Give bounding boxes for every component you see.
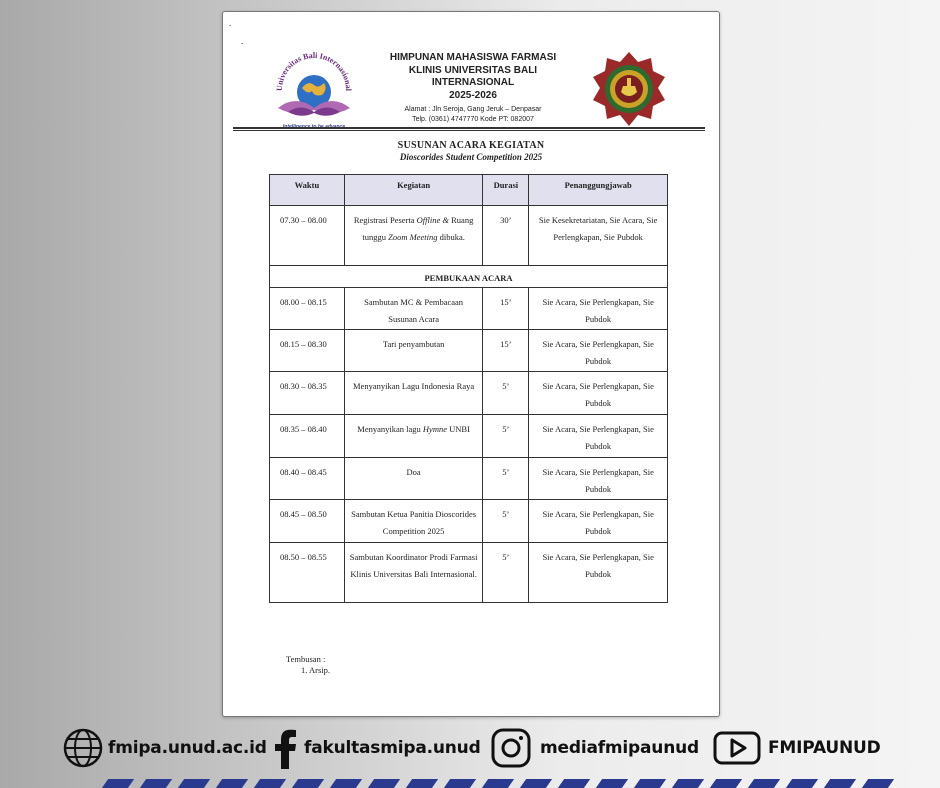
cell-time: 08.45 – 08.50 xyxy=(270,500,345,543)
stripe xyxy=(862,779,894,788)
stripe xyxy=(292,779,324,788)
stripe xyxy=(748,779,780,788)
section-row xyxy=(270,266,668,288)
table-row xyxy=(270,288,668,330)
logo-arc-text: Universitas Bali Internasional xyxy=(274,50,354,92)
activity-text-italic: Offline & xyxy=(416,215,450,225)
tembusan-label: Tembusan : xyxy=(286,654,326,664)
stripe xyxy=(634,779,666,788)
document-page xyxy=(222,11,720,717)
cell-pic: Sie Acara, Sie Perlengkapan, Sie Pubdok xyxy=(529,458,668,500)
stripe xyxy=(444,779,476,788)
table-row xyxy=(270,415,668,458)
stripe xyxy=(596,779,628,788)
instagram-link[interactable] xyxy=(490,727,699,769)
website-text: fmipa.unud.ac.id xyxy=(108,738,267,758)
activity-text: Menyanyikan lagu xyxy=(357,424,423,434)
tembusan-block xyxy=(286,654,330,676)
stripe xyxy=(216,779,248,788)
activity-text-italic: Hymne xyxy=(422,424,447,434)
cell-duration: 30’ xyxy=(483,206,529,266)
schedule-table xyxy=(269,174,668,603)
globe-icon xyxy=(62,727,104,769)
cell-activity: Doa xyxy=(344,458,483,500)
address: Alamat : Jln Seroja, Gang Jeruk – Denpasar xyxy=(404,106,542,113)
org-line-3: INTERNASIONAL xyxy=(431,77,515,88)
stripe xyxy=(672,779,704,788)
table-row xyxy=(270,458,668,500)
decorative-stripes xyxy=(95,779,895,788)
cell-activity: Sambutan Koordinator Prodi Farmasi Klinis Universitas Bali Internasional. xyxy=(344,543,483,603)
cell-activity xyxy=(344,415,483,458)
tembusan-item: 1. Arsip. xyxy=(301,665,331,675)
column-header-duration: Durasi xyxy=(483,175,529,206)
table-header-row xyxy=(270,175,668,206)
org-line-1: HIMPUNAN MAHASISWA FARMASI xyxy=(389,52,557,63)
youtube-text: FMIPAUNUD xyxy=(768,738,881,758)
cell-pic: Sie Acara, Sie Perlengkapan, Sie Pubdok xyxy=(529,288,668,330)
activity-text: Ruang tunggu xyxy=(362,215,474,242)
column-header-activity: Kegiatan xyxy=(344,175,483,206)
stripe xyxy=(482,779,514,788)
cell-duration: 5’ xyxy=(483,500,529,543)
stripe xyxy=(178,779,210,788)
table-row xyxy=(270,330,668,372)
youtube-icon xyxy=(712,727,762,769)
cell-duration: 15’ xyxy=(483,288,529,330)
cell-pic: Sie Acara, Sie Perlengkapan, Sie Pubdok xyxy=(529,330,668,372)
cell-time: 08.50 – 08.55 xyxy=(270,543,345,603)
cell-pic: Sie Acara, Sie Perlengkapan, Sie Pubdok xyxy=(529,500,668,543)
stripe xyxy=(368,779,400,788)
stripe xyxy=(824,779,856,788)
unbi-logo xyxy=(268,50,360,134)
facebook-icon xyxy=(274,727,298,769)
social-footer xyxy=(0,727,940,769)
cell-time: 08.35 – 08.40 xyxy=(270,415,345,458)
table-row xyxy=(270,372,668,415)
phone: Telp. (0361) 4747770 Kode PT: 082007 xyxy=(412,115,534,123)
cell-time: 08.00 – 08.15 xyxy=(270,288,345,330)
cell-duration: 15’ xyxy=(483,330,529,372)
stripe xyxy=(254,779,286,788)
youtube-link[interactable] xyxy=(712,727,881,769)
facebook-link[interactable] xyxy=(274,727,481,769)
document-title: SUSUNAN ACARA KEGIATAN xyxy=(397,140,545,151)
stripe xyxy=(102,779,134,788)
cell-activity: Sambutan Ketua Panitia Dioscorides Competition 2025 xyxy=(344,500,483,543)
cell-activity xyxy=(344,206,483,266)
cell-pic: Sie Acara, Sie Perlengkapan, Sie Pubdok xyxy=(529,543,668,603)
table-row xyxy=(270,500,668,543)
website-link[interactable] xyxy=(62,727,267,769)
cell-pic: Sie Acara, Sie Perlengkapan, Sie Pubdok xyxy=(529,372,668,415)
activity-text: UNBI xyxy=(447,424,470,434)
cell-time: 08.40 – 08.45 xyxy=(270,458,345,500)
scan-speck: . xyxy=(241,36,244,46)
facebook-text: fakultasmipa.unud xyxy=(304,738,481,758)
hmfk-seal-logo xyxy=(591,50,667,128)
cell-activity: Sambutan MC & Pembacaan Susunan Acara xyxy=(344,288,483,330)
cell-activity: Tari penyambutan xyxy=(344,330,483,372)
cell-activity: Menyanyikan Lagu Indonesia Raya xyxy=(344,372,483,415)
letterhead-rule-thin xyxy=(233,130,705,131)
stripe xyxy=(786,779,818,788)
document-title-block xyxy=(223,140,719,162)
table-row xyxy=(270,206,668,266)
cell-time: 08.15 – 08.30 xyxy=(270,330,345,372)
cell-pic: Sie Kesekretariatan, Sie Acara, Sie Perlengkapan, Sie Pubdok xyxy=(529,206,668,266)
cell-time: 08.30 – 08.35 xyxy=(270,372,345,415)
stripe xyxy=(520,779,552,788)
org-line-2: KLINIS UNIVERSITAS BALI xyxy=(408,64,538,76)
cell-pic: Sie Acara, Sie Perlengkapan, Sie Pubdok xyxy=(529,415,668,458)
cell-time: 07.30 – 08.00 xyxy=(270,206,345,266)
stripe xyxy=(558,779,590,788)
activity-text: Registrasi Peserta xyxy=(353,215,417,225)
section-label: PEMBUKAAN ACARA xyxy=(270,266,668,288)
column-header-time: Waktu xyxy=(270,175,345,206)
cell-duration: 5’ xyxy=(483,458,529,500)
cell-duration: 5’ xyxy=(483,415,529,458)
letterhead-rule xyxy=(233,127,705,129)
instagram-text: mediafmipaunud xyxy=(540,738,699,758)
letterhead-text xyxy=(373,52,573,124)
activity-text-italic: Zoom Meeting xyxy=(388,232,438,242)
instagram-icon xyxy=(490,727,532,769)
activity-text: dibuka. xyxy=(437,232,465,242)
document-subtitle: Dioscorides Student Competition 2025 xyxy=(399,152,543,162)
stripe xyxy=(710,779,742,788)
org-period: 2025-2026 xyxy=(449,89,497,101)
cell-duration: 5’ xyxy=(483,543,529,603)
scan-speck: . xyxy=(229,18,232,28)
cell-duration: 5’ xyxy=(483,372,529,415)
table-row xyxy=(270,543,668,603)
stripe xyxy=(140,779,172,788)
stripe xyxy=(330,779,362,788)
stripe xyxy=(406,779,438,788)
column-header-pic: Penanggungjawab xyxy=(529,175,668,206)
